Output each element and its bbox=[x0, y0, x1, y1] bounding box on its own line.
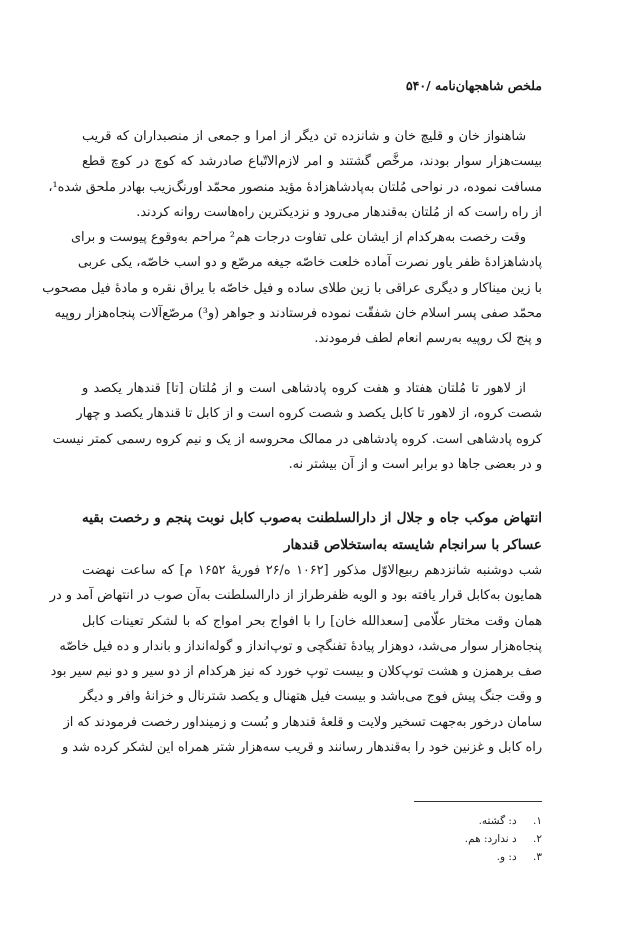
footnote-text: د ندارد: هم. bbox=[464, 833, 517, 845]
footnote-number: ۳. bbox=[533, 851, 542, 863]
footnote bbox=[242, 830, 542, 848]
text-line: شب دوشنبه شانزدهم ربیع‌الاوّل مذکور [۱۰۶۲ ه/۲۶ فوریهٔ ۱۶۵۲ م] که ساعت نهضت bbox=[82, 563, 543, 578]
text-line: وقت رخصت به‌هرکدام از ایشان علی تفاوت درجات هم² مراحم به‌وقوع پیوست و برای bbox=[71, 230, 526, 245]
footnotes bbox=[242, 812, 542, 866]
text-line: پادشاهزادهٔ ظفر یاور نصرت آماده خلعت خاصّه جیغه مرصّع و دو اسب خاصّه، یکی عربی bbox=[77, 255, 542, 271]
heading-line: عساکر با سرانجام شایسته به‌استخلاص قندهار bbox=[283, 537, 542, 553]
text-line: شصت کروه، از لاهور تا کابل یکصد و شصت کروه است و از کابل تا قندهار یکصد و چهار bbox=[76, 406, 542, 422]
footnote-number: ۲. bbox=[533, 833, 542, 845]
text-line: پنجاه‌هزار سوار می‌شد، دوهزار پیادهٔ تفنگچی و توپ‌انداز و گوله‌انداز و باندار و ده فیل خاصّه bbox=[59, 638, 542, 654]
text-line: محمّد صفی پسر اسلام خان شفقّت نموده فرستادند و جواهر (و³) مرصّع‌آلات پنجاه‌هزار روپیه bbox=[54, 305, 542, 321]
text-line: و در بعضی جاها دو برابر است و از آن بیشتر نه. bbox=[288, 456, 542, 472]
text-line: راه کابل و غزنین خود را به‌قندهار رسانند و قریب سه‌هزار شتر همراه این لشکر کرده شد و bbox=[62, 740, 542, 756]
paragraph-3 bbox=[52, 376, 542, 477]
text-line: و وقت جنگ پیش فوج می‌باشد و بیست فیل هتهنال و یکصد شترنال و خزانهٔ وافر و دیگر bbox=[79, 689, 542, 705]
section-heading bbox=[82, 505, 542, 559]
text-line: از راه راست که از مُلتان به‌قندهار می‌رود و نزدیکترین راه‌هاست روانه کردند. bbox=[136, 204, 542, 220]
paragraph-2 bbox=[42, 225, 542, 351]
text-line: همان وقت مختار علّامی [سعدالله خان] را با افواج بحر امواج که با لشکر تعینات کابل bbox=[82, 613, 542, 629]
footnote-number: ۱. bbox=[533, 815, 542, 827]
text-line: شاهنواز خان و قلیچ خان و شانزده تن دیگر از امرا و جمعی از منصبداران که قریب bbox=[82, 129, 526, 144]
footnote bbox=[242, 848, 542, 866]
paragraph-4 bbox=[49, 558, 543, 760]
text-line: سامان درخور به‌جهت تسخیر ولایت و قلعهٔ قندهار و بُست و زمینداور رخصت فرمودند که از bbox=[63, 714, 542, 730]
footnote-text: د: و. bbox=[496, 851, 517, 863]
footnote-divider bbox=[414, 801, 542, 802]
text-line: با زین میناکار و دیگری عراقی با زین طلای ساده و فیل خاصّه با یراق نقره و مادهٔ فیل مصحوب bbox=[42, 280, 542, 296]
text-line: و پنج لک روپیه به‌رسم انعام لطف فرمودند. bbox=[314, 331, 542, 347]
text-line: صف برهمزن و هشت توپ‌کلان و بیست توپ خورد که نیز هرکدام از دو سیر و دو نیم سیر بود bbox=[50, 664, 542, 680]
heading-line: انتهاض موکب جاه و جلال از دارالسلطنت به‌صوب کابل نوبت پنجم و رخصت بقیه bbox=[82, 510, 542, 526]
text-line: کروه پادشاهی است. کروه پادشاهی در ممالک محروسه از یک و نیم کروه رسمی کمتر نیست bbox=[52, 431, 542, 447]
text-line: همایون به‌کابل قرار یافته بود و الویه ظفرطراز از دارالسلطنت به‌آن صوب در انتهاض آمد و در bbox=[49, 588, 542, 604]
running-head: ملخص شاهجهان‌نامه /۵۴۰ bbox=[405, 78, 542, 93]
paragraph-1 bbox=[48, 124, 542, 225]
footnote-text: د: گشته. bbox=[478, 815, 517, 827]
text-line: بیست‌هزار سوار بودند، مرخَّص گشتند و امر لازم‌الاتّباع صادرشد که کوچ در کوچ قطع bbox=[82, 154, 542, 170]
footnote bbox=[242, 812, 542, 830]
text-line: از لاهور تا مُلتان هفتاد و هفت کروه پادشاهی است و از مُلتان [تا] قندهار یکصد و bbox=[82, 381, 526, 396]
text-line: مسافت نموده، در نواحی مُلتان به‌پادشاهزادهٔ مؤید منصور محمّد اورنگ‌زیب بهادر ملحق شده¹، bbox=[48, 179, 542, 195]
